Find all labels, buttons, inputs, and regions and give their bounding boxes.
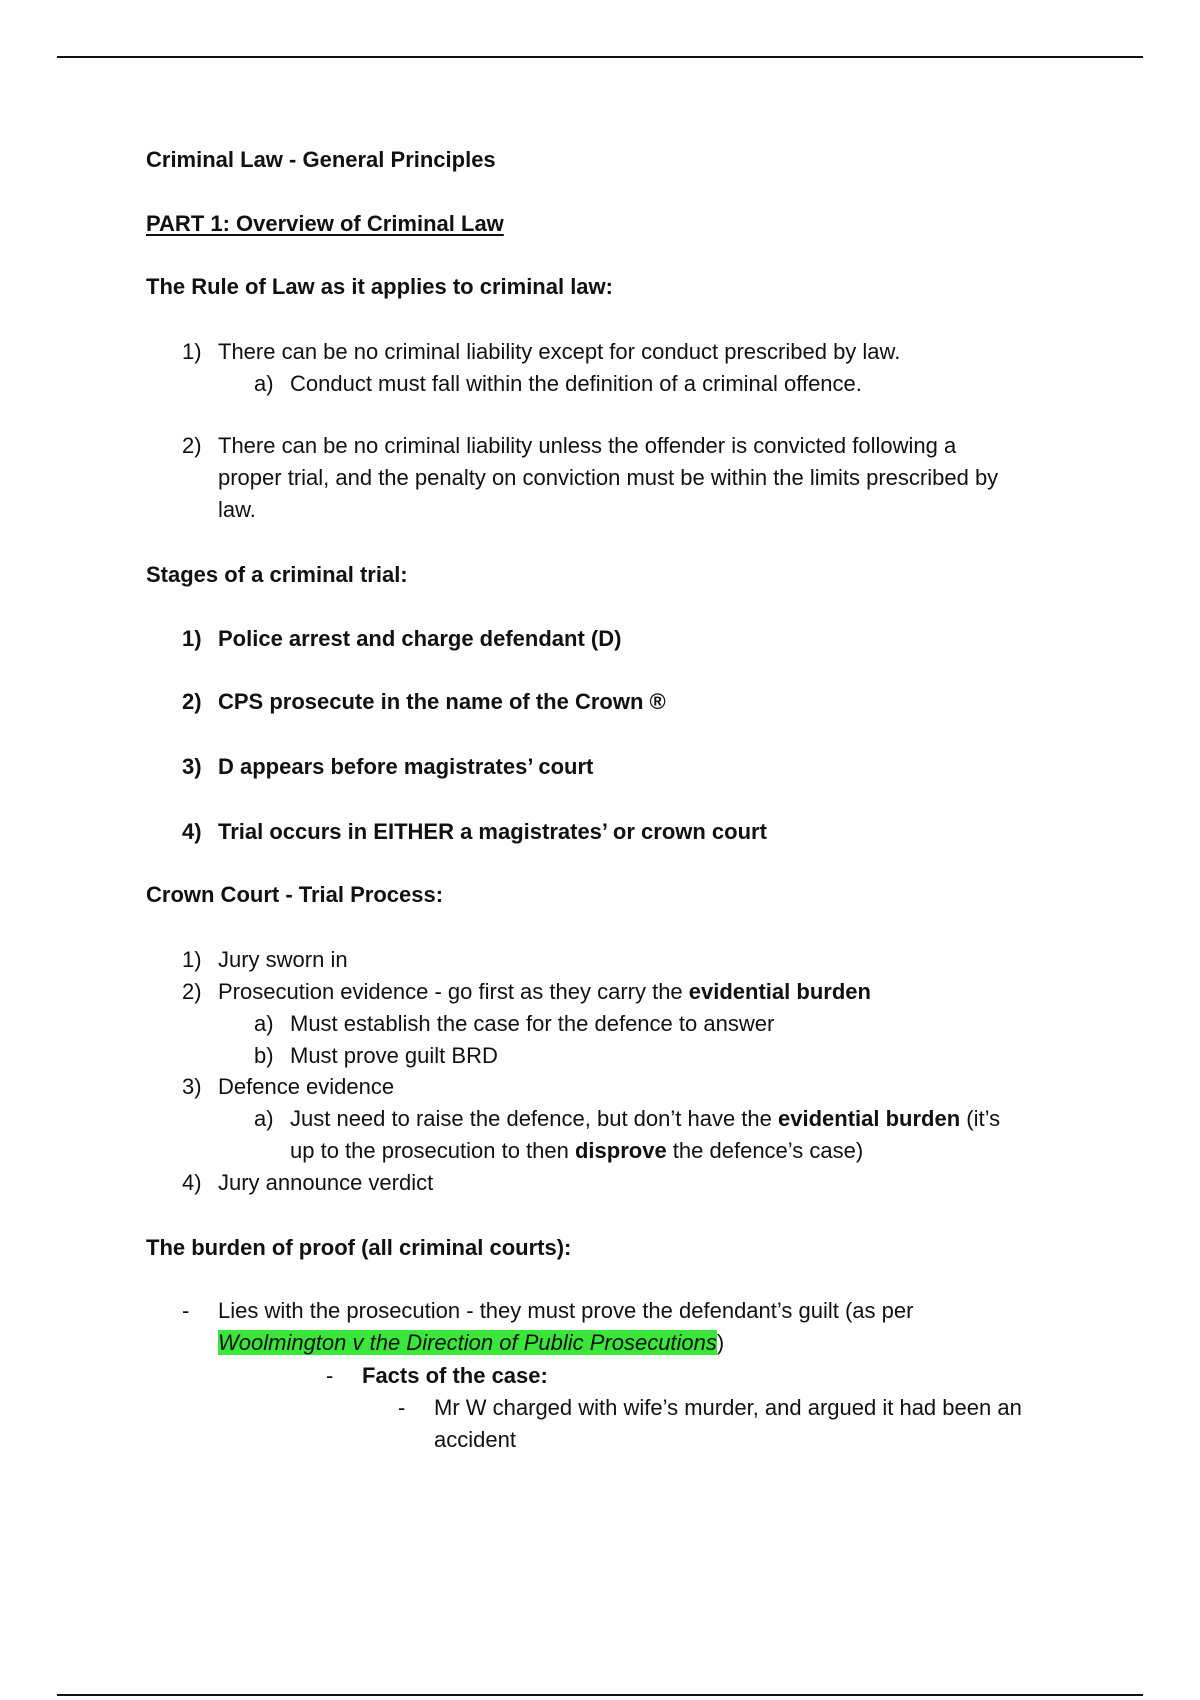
- list-number: 3): [182, 1074, 202, 1099]
- list-item: Must prove guilt BRD: [290, 1043, 498, 1068]
- case-name-highlight: Woolmington v the Direction of Public Prosecutions: [218, 1330, 717, 1355]
- list-item: D appears before magistrates’ court: [218, 754, 594, 779]
- list-item: proper trial, and the penalty on conviction must be within the limits prescribed by: [218, 465, 999, 490]
- list-number: 1): [182, 626, 202, 651]
- list-item: law.: [218, 497, 256, 522]
- list-item-text: Prosecution evidence - go first as they carry the: [218, 979, 689, 1004]
- list-item-text: (it’s: [960, 1106, 1001, 1131]
- list-number: 2): [182, 689, 202, 714]
- part-heading: PART 1: Overview of Criminal Law: [146, 211, 504, 236]
- list-item: Conduct must fall within the definition of a criminal offence.: [290, 371, 862, 396]
- list-item: CPS prosecute in the name of the Crown ®: [218, 689, 666, 714]
- list-item: Jury sworn in: [218, 947, 348, 972]
- list-number: 1): [182, 339, 202, 364]
- list-number: b): [254, 1043, 274, 1068]
- list-item: Lies with the prosecution - they must prove the defendant’s guilt (as per: [218, 1298, 914, 1323]
- bullet-dash: -: [398, 1395, 406, 1420]
- list-item-text: the defence’s case): [666, 1138, 864, 1163]
- list-item: Police arrest and charge defendant (D): [218, 626, 622, 651]
- list-item: Trial occurs in EITHER a magistrates’ or crown court: [218, 819, 767, 844]
- list-item: Jury announce verdict: [218, 1170, 434, 1195]
- list-item-text: Just need to raise the defence, but don’t have the: [290, 1106, 779, 1131]
- list-number: 4): [182, 1170, 202, 1195]
- bullet-dash: -: [326, 1363, 334, 1388]
- list-number: 4): [182, 819, 202, 844]
- emphasis: evidential burden: [778, 1106, 961, 1131]
- list-number: 1): [182, 947, 202, 972]
- bullet-dash: -: [182, 1298, 190, 1323]
- list-item: [290, 1105, 1000, 1133]
- list-item: There can be no criminal liability except for conduct prescribed by law.: [218, 339, 901, 364]
- list-number: 2): [182, 433, 202, 458]
- list-item: Mr W charged with wife’s murder, and argued it had been an: [434, 1395, 1022, 1420]
- list-item: accident: [434, 1427, 516, 1452]
- sub-heading: Facts of the case:: [362, 1363, 548, 1388]
- crown-court-heading: Crown Court - Trial Process:: [146, 882, 444, 907]
- bottom-rule: [57, 1694, 1143, 1696]
- list-item-text: up to the prosecution to then: [290, 1138, 575, 1163]
- burden-heading: The burden of proof (all criminal courts):: [146, 1235, 572, 1260]
- list-number: 2): [182, 979, 202, 1004]
- list-item: There can be no criminal liability unless the offender is convicted following a: [218, 433, 957, 458]
- list-number: 3): [182, 754, 202, 779]
- list-item: [218, 1329, 724, 1357]
- emphasis: evidential burden: [688, 979, 871, 1004]
- rule-of-law-heading: The Rule of Law as it applies to criminal law:: [146, 274, 613, 299]
- emphasis: disprove: [574, 1138, 667, 1163]
- list-item: Must establish the case for the defence to answer: [290, 1011, 775, 1036]
- list-item-text: ): [716, 1330, 725, 1355]
- list-number: a): [254, 1106, 274, 1131]
- stages-heading: Stages of a criminal trial:: [146, 562, 408, 587]
- page-title: Criminal Law - General Principles: [146, 147, 496, 172]
- list-number: a): [254, 371, 274, 396]
- top-rule: [57, 56, 1143, 58]
- list-item: Defence evidence: [218, 1074, 395, 1099]
- list-item: [218, 978, 871, 1006]
- list-item: [290, 1137, 863, 1165]
- list-number: a): [254, 1011, 274, 1036]
